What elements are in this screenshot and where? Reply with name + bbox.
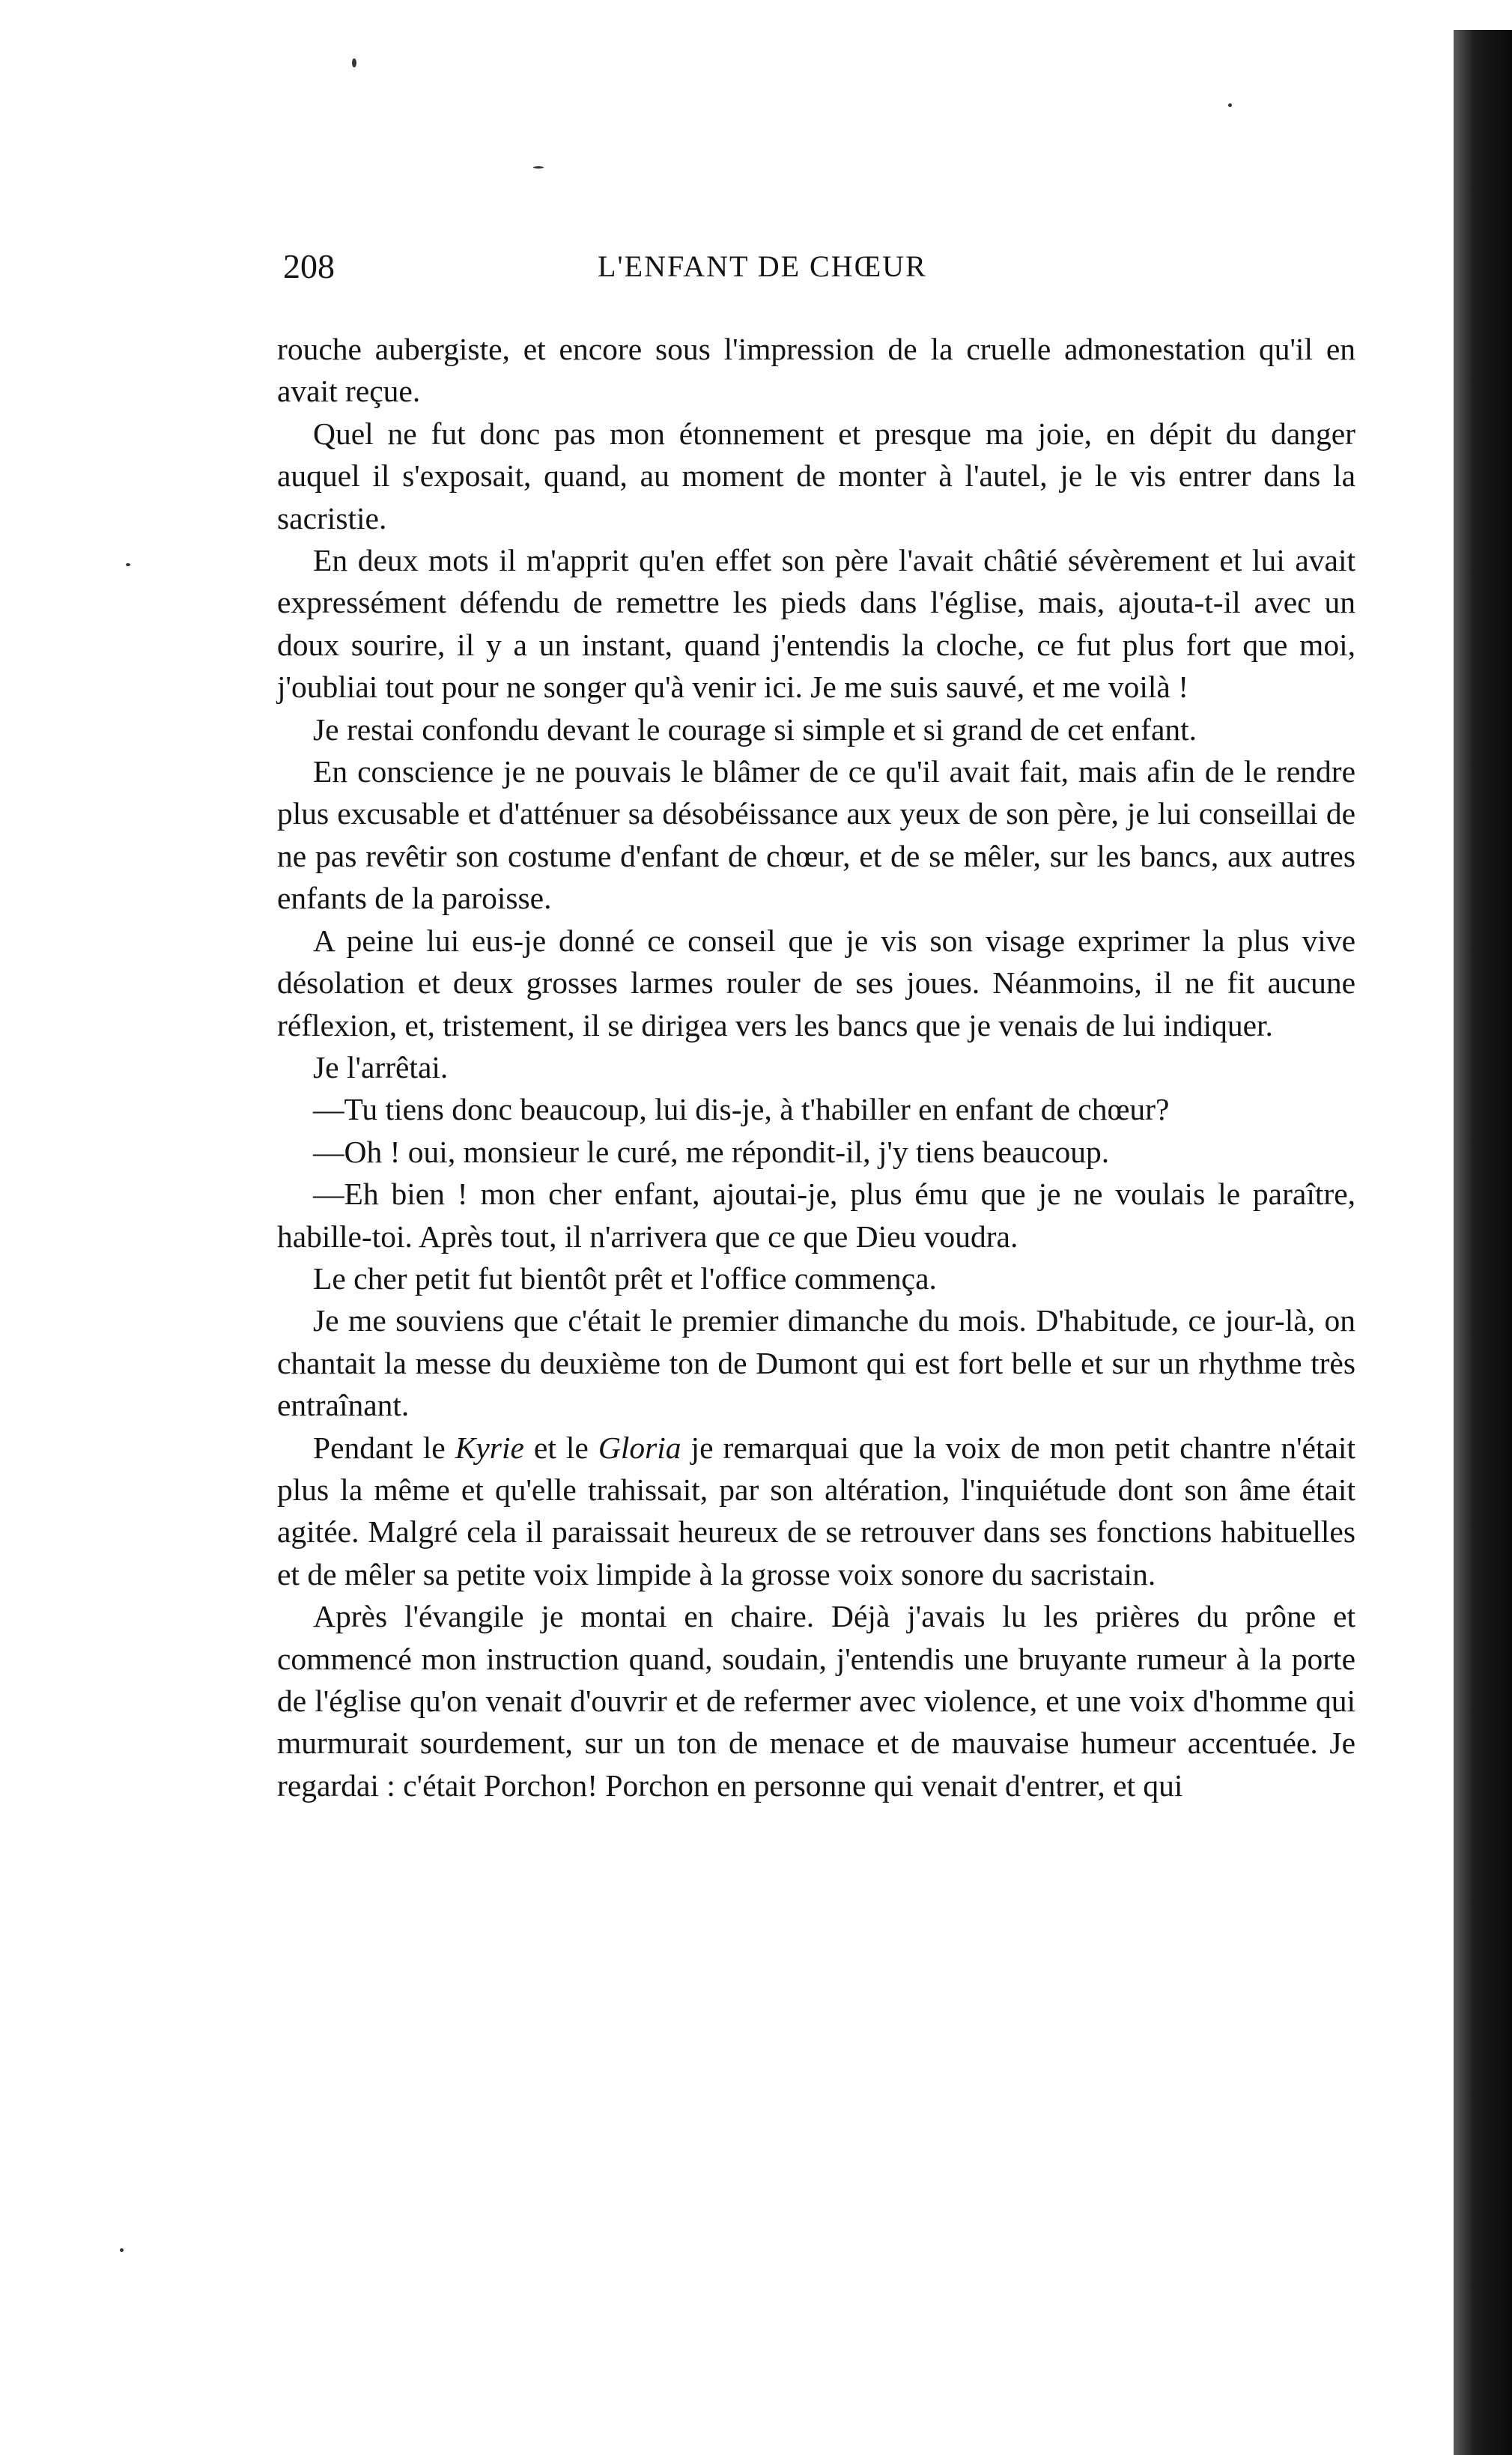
paragraph-2: Quel ne fut donc pas mon étonnement et presque ma joie, en dépit du danger auquel il s'exposait, quand, au moment de monter à l'autel, je le vis entrer dans la sacristie. [277,416,1355,535]
paragraph-13 [277,1427,1355,1596]
paragraph-1: rouche aubergiste, et encore sous l'impression de la cruelle admonestation qu'il en avait reçue. [277,332,1355,409]
paragraph-12: Je me souviens que c'était le premier dimanche du mois. D'habitude, ce jour-là, on chantait la messe du deuxième ton de Dumont qui est fort belle et sur un rhythme très entraînant. [277,1303,1355,1423]
scan-page-edge [1454,30,1512,2455]
body-text [277,328,1355,1806]
gloria-italic: Gloria [598,1430,681,1465]
dialogue-line-2: —Oh ! oui, monsieur le curé, me répondit-il, j'y tiens beaucoup. [313,1134,1110,1169]
page-header [283,244,1361,289]
dialogue-line-3: —Eh bien ! mon cher enfant, ajoutai-je, plus ému que je ne voulais le paraître, habille-toi. Après tout, il n'arrivera que ce que Dieu voudra. [277,1177,1355,1254]
paragraph-13-text-middle: et le [523,1430,598,1465]
kyrie-italic: Kyrie [455,1430,524,1465]
scan-speck [352,58,356,67]
scan-speck [1228,103,1232,107]
scan-speck [120,2248,124,2252]
paragraph-7: Je l'arrêtai. [313,1049,449,1084]
paragraph-13-text-before: Pendant le [313,1430,455,1465]
paragraph-4: Je restai confondu devant le courage si simple et si grand de cet enfant. [313,711,1197,747]
paragraph-6: A peine lui eus-je donné ce conseil que je vis son visage exprimer la plus vive désolation et deux grosses larmes rouler de ses joues. Néanmoins, il ne fit aucune réflexion, et, tristement, il se dirigea vers les bancs que je venais de lui indiquer. [277,923,1355,1043]
running-title: L'ENFANT DE CHŒUR [598,249,927,283]
paragraph-14: Après l'évangile je montai en chaire. Déjà j'avais lu les prières du prône et commencé mon instruction quand, soudain, j'entendis une bruyante rumeur à la porte de l'église qu'on venait d'ouvrir et de refermer avec violence, et une voix d'homme qui murmurait sourdement, sur un ton de menace et de mauvaise humeur accentuée. Je regardai : c'était Porchon! Porchon en personne qui venait d'entrer, et qui [277,1599,1355,1803]
paragraph-3: En deux mots il m'apprit qu'en effet son père l'avait châtié sévèrement et lui avait expressément défendu de remettre les pieds dans l'église, mais, ajouta-t-il avec un doux sourire, il y a un instant, quand j'entendis la cloche, ce fut plus fort que moi, j'oubliai tout pour ne songer qu'à venir ici. Je me suis sauvé, et me voilà ! [277,543,1355,705]
scan-speck [533,166,544,169]
paragraph-5: En conscience je ne pouvais le blâmer de ce qu'il avait fait, mais afin de le rendre plus excusable et d'atténuer sa désobéissance aux yeux de son père, je lui conseillai de ne pas revêtir son costume d'enfant de chœur, et de se mêler, sur les bancs, aux autres enfants de la paroisse. [277,754,1355,916]
dialogue-line-1: —Tu tiens donc beaucoup, lui dis-je, à t'habiller en enfant de chœur? [313,1092,1170,1127]
paragraph-13-text-after: je remarquai que la voix de mon petit chantre n'était plus la même et qu'elle trahissait, par son altération, l'inquiétude dont son âme était agitée. Malgré cela il paraissait heureux de se retrouver dans ses fonctions habituelles et de mêler sa petite voix limpide à la grosse voix sonore du sacristain. [277,1430,1355,1591]
scan-speck [126,563,130,566]
paragraph-11: Le cher petit fut bientôt prêt et l'office commença. [313,1260,937,1296]
page-number: 208 [283,247,335,285]
